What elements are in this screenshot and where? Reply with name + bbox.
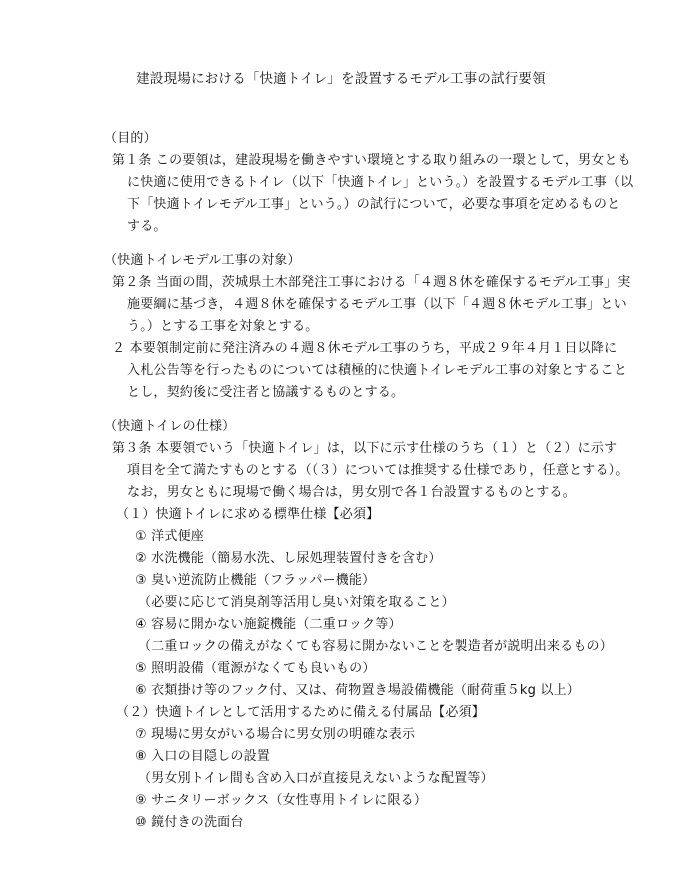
article-2-para-2-line-1: ２ 本要領制定前に発注済みの４週８休モデル工事のうち，平成２９年４月１日以降に	[112, 341, 618, 356]
document-title: 建設現場における「快適トイレ」を設置するモデル工事の試行要領	[136, 71, 546, 87]
article-2-para-2-line-2: 入札公告等を行ったものについては積極的に快適トイレモデル工事の対象とすること	[127, 363, 628, 378]
spec-item-5: ⑤ 照明設備（電源がなくても良いもの）	[135, 661, 376, 676]
spec-item-6: ⑥ 衣類掛け等のフック付、又は、荷物置き場設備機能（耐荷重５kg 以上）	[135, 683, 580, 698]
spec-item-4-note: （二重ロックの備えがなくても容易に開かないことを製造者が説明出来るもの）	[138, 639, 613, 654]
section-heading-scope: （快適トイレモデル工事の対象）	[104, 253, 301, 268]
spec-item-3-note: （必要に応じて消臭剤等活用し臭い対策を取ること）	[138, 595, 455, 610]
spec-item-8: ⑧ 入口の目隠しの設置	[135, 749, 270, 764]
spec-item-10: ⑩ 鏡付きの洗面台	[135, 815, 244, 830]
section-heading-purpose: （目的）	[104, 131, 157, 146]
subsection-accessories: （２）快適トイレとして活用するために備える付属品【必須】	[116, 705, 485, 720]
article-2-line-1: 第２条 当面の間，茨城県土木部発注工事における「４週８休を確保するモデル工事」実	[112, 275, 631, 290]
article-1-line-3: 下「快適トイレモデル工事」という。）の試行について，必要な事項を定めるものと	[127, 197, 621, 212]
spec-item-7: ⑦ 現場に男女がいる場合に男女別の明確な表示	[135, 727, 416, 742]
section-heading-spec: （快適トイレの仕様）	[104, 419, 236, 434]
article-1-line-4: する。	[127, 219, 167, 234]
article-2-line-3: う。）とする工事を対象とする。	[127, 319, 319, 334]
spec-item-9: ⑨ サニタリーボックス（女性専用トイレに限る）	[135, 793, 428, 808]
article-1-line-2: に快適に使用できるトイレ（以下「快適トイレ」という。）を設置するモデル工事（以	[127, 175, 634, 190]
spec-item-3: ③ 臭い逆流防止機能（フラッパー機能）	[135, 573, 376, 588]
article-3-line-2: 項目を全て満たすものとする（（３）については推奨する仕様であり，任意とする）。	[127, 463, 629, 478]
spec-item-4: ④ 容易に開かない施錠機能（二重ロック等）	[135, 617, 402, 632]
article-3-line-1: 第３条 本要領でいう「快適トイレ」は，以下に示す仕様のうち（１）と（２）に示す	[112, 441, 618, 456]
article-3-line-3: なお，男女ともに現場で働く場合は，男女別で各１台設置するものとする。	[127, 485, 576, 500]
article-2-line-2: 施要綱に基づき，４週８休を確保するモデル工事（以下「４週８休モデル工事」とい	[127, 297, 627, 312]
spec-item-2: ② 水洗機能（簡易水洗、し尿処理装置付きを含む）	[135, 551, 442, 566]
article-1-line-1: 第１条 この要領は，建設現場を働きやすい環境とする取り組みの一環として，男女とも	[112, 153, 631, 168]
article-2-para-2-line-3: とし，契約後に受注者と協議するものとする。	[127, 385, 405, 400]
spec-item-8-note: （男女別トイレ間も含め入口が直接見えないような配置等）	[138, 771, 494, 786]
spec-item-1: ① 洋式便座	[135, 529, 204, 544]
subsection-standard-spec: （１）快適トイレに求める標準仕様【必須】	[116, 507, 380, 522]
